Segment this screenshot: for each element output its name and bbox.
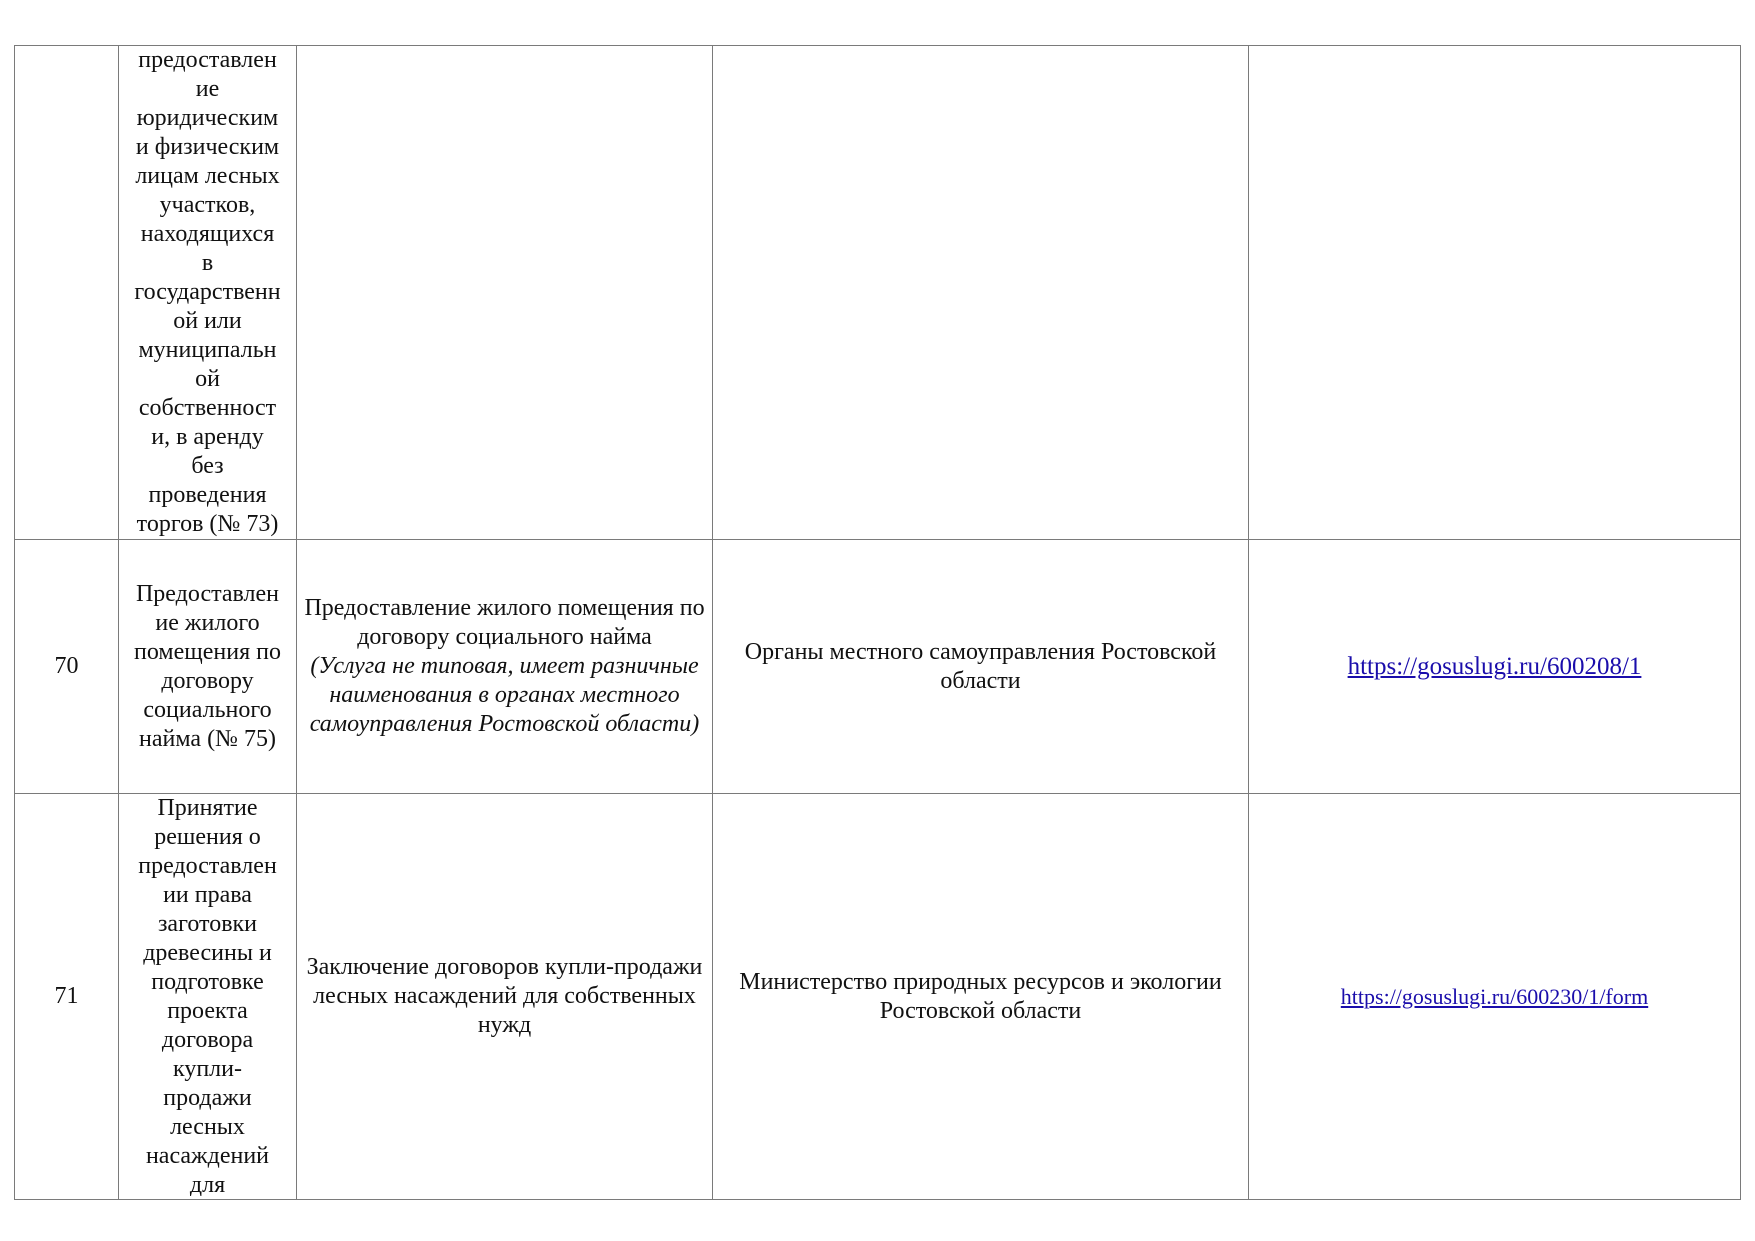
link-cell bbox=[1249, 540, 1741, 794]
table-row bbox=[15, 540, 1741, 794]
authority-cell bbox=[713, 794, 1249, 1200]
row-number: 71 bbox=[54, 983, 79, 1009]
row-number-cell bbox=[15, 794, 119, 1200]
service-name-cell: Предоставлен ие жилого помещения по договору социального найма (№ 75) bbox=[119, 540, 297, 794]
federal-service-cell bbox=[297, 540, 713, 794]
service-name-cell: предоставлен ие юридическим и физическим лицам лесных участков, находящихся в государственн ой или муниципальн ой собственност и, в аренду без проведения торгов (№ 73) bbox=[119, 46, 297, 540]
federal-service-note: (Услуга не типовая, имеет разничные наименования в органах местного самоуправления Ростовской области) bbox=[309, 653, 700, 737]
federal-service-name: Заключение договоров купли-продажи лесных насаждений для собственных нужд bbox=[306, 954, 703, 1038]
federal-service-cell bbox=[297, 46, 713, 540]
row-number: 70 bbox=[54, 653, 79, 679]
authority-name: Министерство природных ресурсов и экологии Ростовской области bbox=[739, 968, 1222, 1024]
federal-service-name: Предоставление жилого помещения по договору социального найма bbox=[304, 595, 705, 650]
table-row bbox=[15, 794, 1741, 1200]
row-number-cell bbox=[15, 540, 119, 794]
table-row bbox=[15, 46, 1741, 540]
authority-name: Органы местного самоуправления Ростовской области bbox=[744, 638, 1217, 694]
link-cell bbox=[1249, 46, 1741, 540]
gosuslugi-link[interactable]: https://gosuslugi.ru/600230/1/form bbox=[1340, 983, 1649, 1009]
gosuslugi-link[interactable]: https://gosuslugi.ru/600208/1 bbox=[1347, 652, 1642, 680]
federal-service-cell bbox=[297, 794, 713, 1200]
link-cell bbox=[1249, 794, 1741, 1200]
authority-cell bbox=[713, 46, 1249, 540]
row-number-cell bbox=[15, 46, 119, 540]
service-name-cell: Принятие решения о предоставлен ии права заготовки древесины и подготовке проекта договора купли- продажи лесных насаждений для bbox=[119, 794, 297, 1200]
services-table bbox=[14, 45, 1741, 1200]
authority-cell bbox=[713, 540, 1249, 794]
